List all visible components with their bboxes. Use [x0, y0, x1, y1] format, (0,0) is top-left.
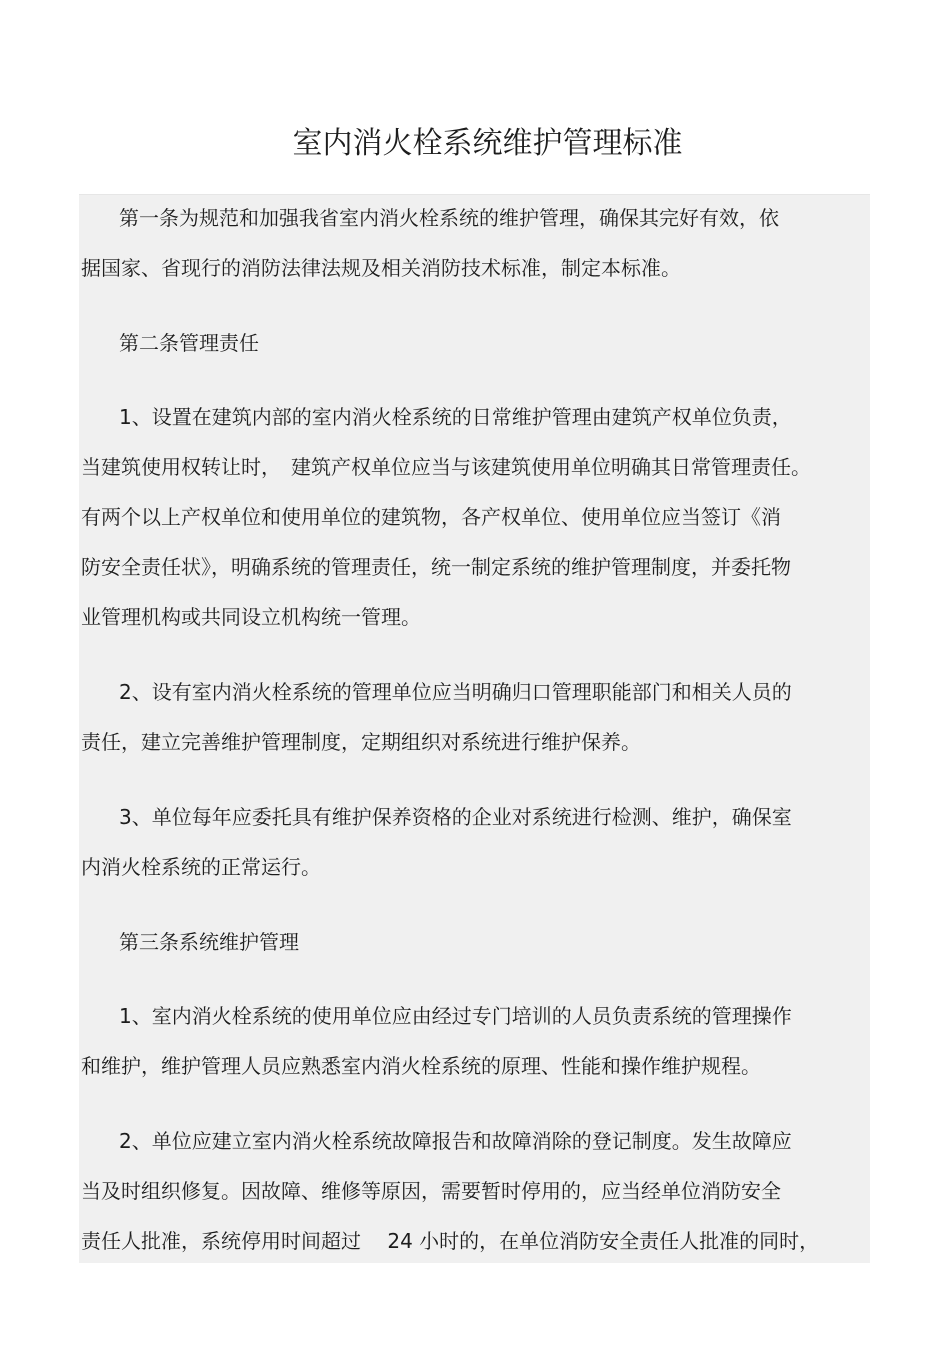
- paragraph-line: 3、单位每年应委托具有维护保养资格的企业对系统进行检测、维护，确保室: [119, 805, 792, 829]
- paragraph-line: 第一条为规范和加强我省室内消火栓系统的维护管理，确保其完好有效，依: [119, 206, 779, 230]
- paragraph-line: 业管理机构或共同设立机构统一管理。: [81, 605, 421, 629]
- section-heading: 第三条系统维护管理: [119, 930, 299, 954]
- paragraph-line: 2、单位应建立室内消火栓系统故障报告和故障消除的登记制度。发生故障应: [119, 1129, 792, 1153]
- paragraph-line: 防安全责任状》，明确系统的管理责任，统一制定系统的维护管理制度，并委托物: [81, 555, 791, 579]
- paragraph-line: 当及时组织修复。因故障、维修等原因，需要暂时停用的，应当经单位消防安全: [81, 1179, 781, 1203]
- paragraph-line: 当建筑使用权转让时， 建筑产权单位应当与该建筑使用单位明确其日常管理责任。: [81, 455, 811, 479]
- paragraph-line: 1、室内消火栓系统的使用单位应由经过专门培训的人员负责系统的管理操作: [119, 1004, 792, 1028]
- paragraph-line: 和维护，维护管理人员应熟悉室内消火栓系统的原理、性能和操作维护规程。: [81, 1054, 761, 1078]
- section-heading: 第二条管理责任: [119, 331, 259, 355]
- paragraph-line: 2、设有室内消火栓系统的管理单位应当明确归口管理职能部门和相关人员的: [119, 680, 792, 704]
- paragraph-line: 据国家、省现行的消防法律法规及相关消防技术标准，制定本标准。: [81, 256, 681, 280]
- paragraph-line: 责任，建立完善维护管理制度，定期组织对系统进行维护保养。: [81, 730, 641, 754]
- paragraph-line: 内消火栓系统的正常运行。: [81, 855, 321, 879]
- paragraph-line: 责任人批准，系统停用时间超过 24 小时的，在单位消防安全责任人批准的同时，: [81, 1229, 820, 1253]
- paragraph-line: 有两个以上产权单位和使用单位的建筑物，各产权单位、使用单位应当签订《消: [81, 505, 781, 529]
- paragraph-line: 1、设置在建筑内部的室内消火栓系统的日常维护管理由建筑产权单位负责，: [119, 405, 792, 429]
- document-title: 室内消火栓系统维护管理标准: [292, 126, 683, 161]
- document-body: [79, 194, 870, 1263]
